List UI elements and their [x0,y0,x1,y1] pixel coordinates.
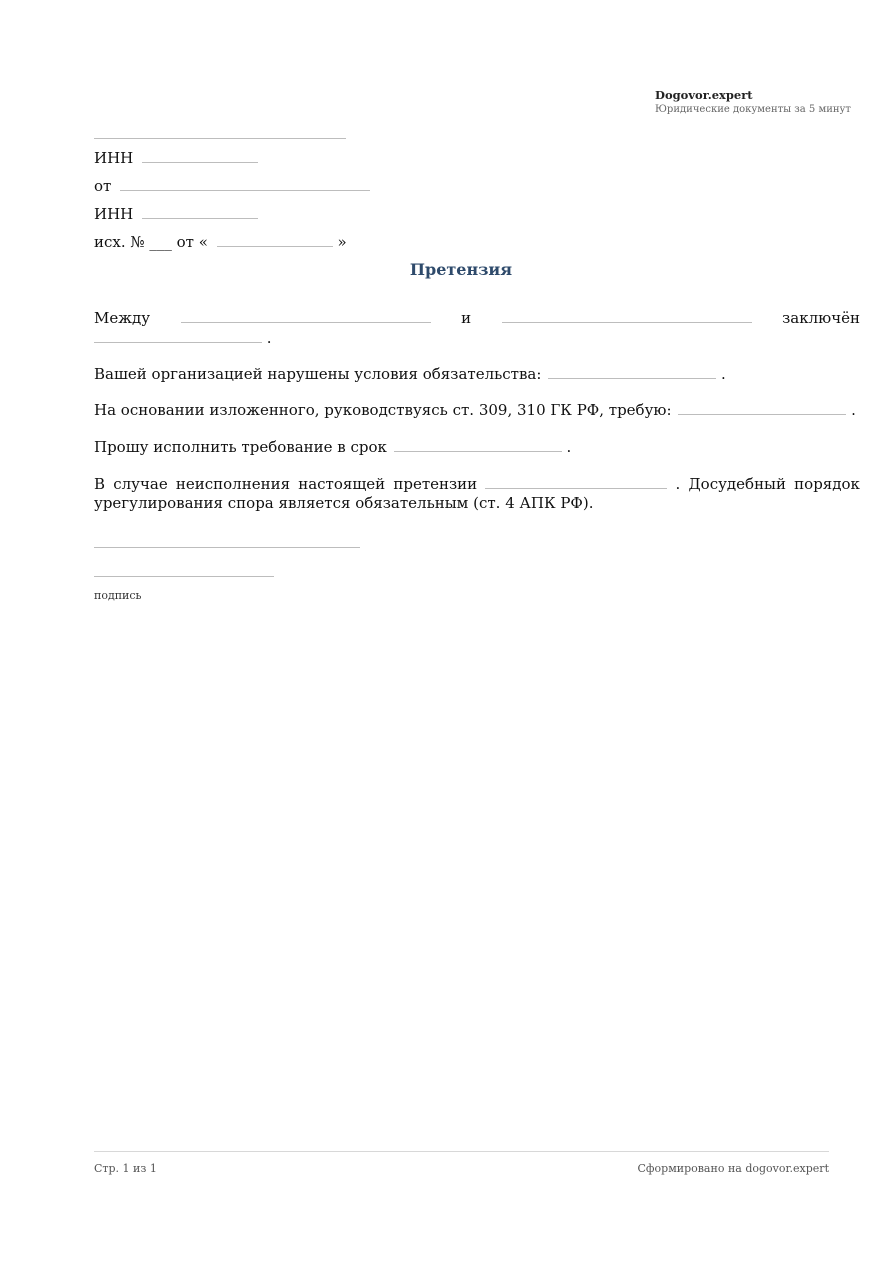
document-title: Претензия [409,260,513,279]
pretrial-text: урегулирования спора является обязательным (ст. 4 АПК РФ). [94,494,594,512]
brand-name: Dogovor.expert [655,88,753,102]
contract-blank [94,328,262,343]
inn-label: ИНН [94,149,134,167]
addressee-inn-blank [142,148,258,163]
outgoing-number-line [94,232,347,252]
word: неисполнения [175,475,291,493]
paragraph-violation [94,364,860,384]
signature-label: подпись [94,589,142,602]
outgoing-suffix: » [337,233,347,251]
demand-blank [678,400,846,415]
word: Досудебный [688,475,786,493]
footer-divider [94,1151,829,1152]
addressee-inn-line [94,148,258,168]
word: порядок [794,475,860,493]
deadline-text: Прошу исполнить требование в срок [94,438,387,456]
sender-name-blank [120,176,370,191]
word: . [675,475,681,493]
word: настоящей [298,475,386,493]
paragraph-deadline [94,437,860,457]
inn-label: ИНН [94,205,134,223]
sender-inn-blank [142,204,258,219]
between-word: Между [94,309,151,327]
from-label: от [94,177,112,195]
period: . [566,438,572,456]
period: . [720,365,726,383]
word: претензии [393,475,478,493]
consequences-blank [485,474,667,489]
word: случае [113,475,168,493]
word: В [94,475,106,493]
party-1-blank [181,308,431,323]
signatory-name-blank [94,547,360,548]
paragraph-consequences [94,474,860,513]
and-word: и [461,309,472,327]
paragraph-demand [94,400,860,420]
outgoing-prefix: исх. № ___ от « [94,233,208,251]
page-number: Стр. 1 из 1 [94,1162,157,1175]
period: . [851,401,856,419]
violation-blank [548,364,716,379]
deadline-blank [394,437,562,452]
brand-tagline: Юридические документы за 5 минут [655,104,851,115]
paragraph-parties [94,308,860,348]
signature-blank [94,576,274,577]
violation-text: Вашей организацией нарушены условия обязательства: [94,365,542,383]
generated-note: Сформировано на dogovor.expert [637,1162,829,1175]
party-2-blank [502,308,752,323]
sender-line [94,176,370,196]
addressee-blank [94,138,346,139]
outgoing-date-blank [217,232,333,247]
period: . [266,329,272,347]
demand-text: На основании изложенного, руководствуясь ст. 309, 310 ГК РФ, требую: [94,401,672,419]
concluded-word: заключён [782,309,860,327]
sender-inn-line [94,204,258,224]
brand-block [655,88,855,117]
